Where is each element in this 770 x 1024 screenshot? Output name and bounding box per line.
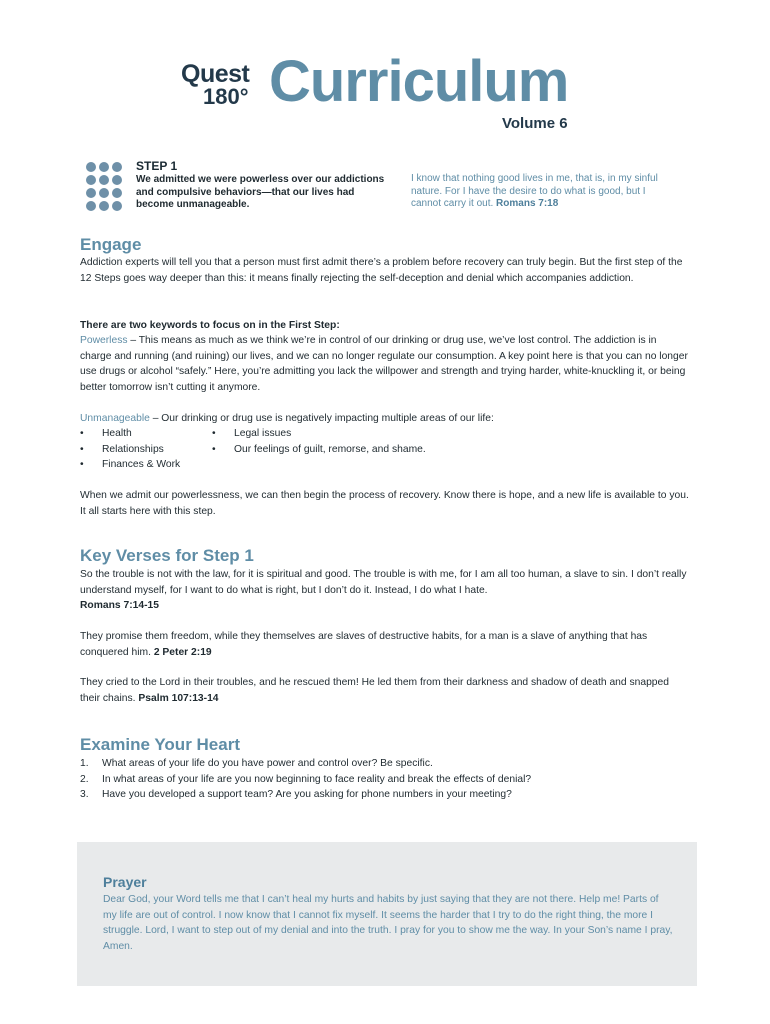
verses-heading: Key Verses for Step 1 <box>80 546 254 565</box>
list-item: • Relationships <box>80 443 164 455</box>
step-label: STEP 1 <box>136 159 178 173</box>
unmanageable-paragraph <box>80 411 690 427</box>
step-dots-icon <box>86 162 126 210</box>
powerless-paragraph <box>80 333 690 395</box>
bullet-list-left <box>80 426 180 473</box>
volume-label: Volume 6 <box>502 115 568 132</box>
examine-heading: Examine Your Heart <box>80 735 240 754</box>
list-item: • Legal issues <box>212 428 292 439</box>
engage-closing: When we admit our powerlessness, we can then begin the process of recovery. Know there is hope, and a new life is available to you. It all starts here with this step. <box>80 490 689 517</box>
verse-3-reference: Psalm 107:13-14 <box>138 692 219 704</box>
list-item: • Our feelings of guilt, remorse, and shame. <box>212 443 426 455</box>
brand-quest: Quest <box>181 60 250 88</box>
examine-list <box>80 756 531 803</box>
curriculum-logo <box>181 49 581 138</box>
engage-heading: Engage <box>80 235 142 254</box>
powerless-text: – This means as much as we think we’re in control of our drinking or drug use, we’ve lost control. The addiction is in charge and running (and ruining) our lives, and we can no longer regulate our consumption. A key point here is that you can no longer use drugs or alcohol “safely.” Here, you’re admitting you lack the willpower and strength and trying harder, white-knuckling it, or being better tomorrow isn’t cutting it anymore. <box>80 335 688 393</box>
verse-3: They cried to the Lord in their troubles, and he rescued them! He led them from their darkness and shadow of death and snapped their chains. Psalm 107:13-14 <box>80 677 669 704</box>
verse-1: So the trouble is not with the law, for it is spiritual and good. The trouble is with me, for I am all too human, a slave to sin. I don’t really understand myself, for I want to do what is right, but I don’t do it. Instead, I do what I hate. Romans 7:14-15 <box>80 569 687 611</box>
list-item: • Health <box>80 428 132 439</box>
prayer-box <box>77 842 697 986</box>
unmanageable-term: Unmanageable <box>80 413 150 424</box>
brand-180: 180° <box>203 84 249 109</box>
list-item: 1. What areas of your life do you have power and control over? Be specific. <box>80 758 433 769</box>
list-item: • Finances & Work <box>80 459 181 470</box>
quote-text: I know that nothing good lives in me, that is, in my sinful nature. For I have the desire to do what is good, but I cannot carry it out. <box>411 173 658 209</box>
verse-1-reference: Romans 7:14-15 <box>80 600 159 611</box>
list-item: 3. Have you developed a support team? Are you asking for phone numbers in your meeting? <box>80 789 512 800</box>
prayer-text: Dear God, your Word tells me that I can’t heal my hurts and habits by just saying that they are not there. Help me! Parts of my life are out of control. I now know that I cannot fix myself. It seems the harder that I try to do the right thing, the more I struggle. Lord, I want to step out of my denial and into the truth. I pray for you to show me the way. In your Son’s name I pray, Amen. <box>103 894 673 952</box>
powerless-term: Powerless <box>80 335 128 346</box>
page-title: Curriculum <box>269 49 569 114</box>
unmanageable-text: – Our drinking or drug use is negatively impacting multiple areas of our life: <box>149 413 494 424</box>
quote-reference: Romans 7:18 <box>496 198 559 209</box>
verse-2: They promise them freedom, while they themselves are slaves of destructive habits, for a man is a slave of anything that has conquered him. 2 Peter 2:19 <box>80 631 648 658</box>
keywords-heading: There are two keywords to focus on in the First Step: <box>80 320 340 331</box>
bullet-list-right <box>212 426 426 457</box>
list-item: 2. In what areas of your life are you now beginning to face reality and break the effects of denial? <box>80 773 532 785</box>
step-description: We admitted we were powerless over our addictions and compulsive behaviors—that our lives had become unmanageable. <box>136 174 385 210</box>
verse-2-reference: 2 Peter 2:19 <box>153 646 212 658</box>
prayer-heading: Prayer <box>103 874 147 890</box>
step-quote <box>411 173 666 211</box>
engage-intro: Addiction experts will tell you that a person must first admit there’s a problem before recovery can truly begin. But the first step of the 12 Steps goes way deeper than this: it means finally rejecting the self-deception and denial which accompanies addiction. <box>80 257 683 284</box>
